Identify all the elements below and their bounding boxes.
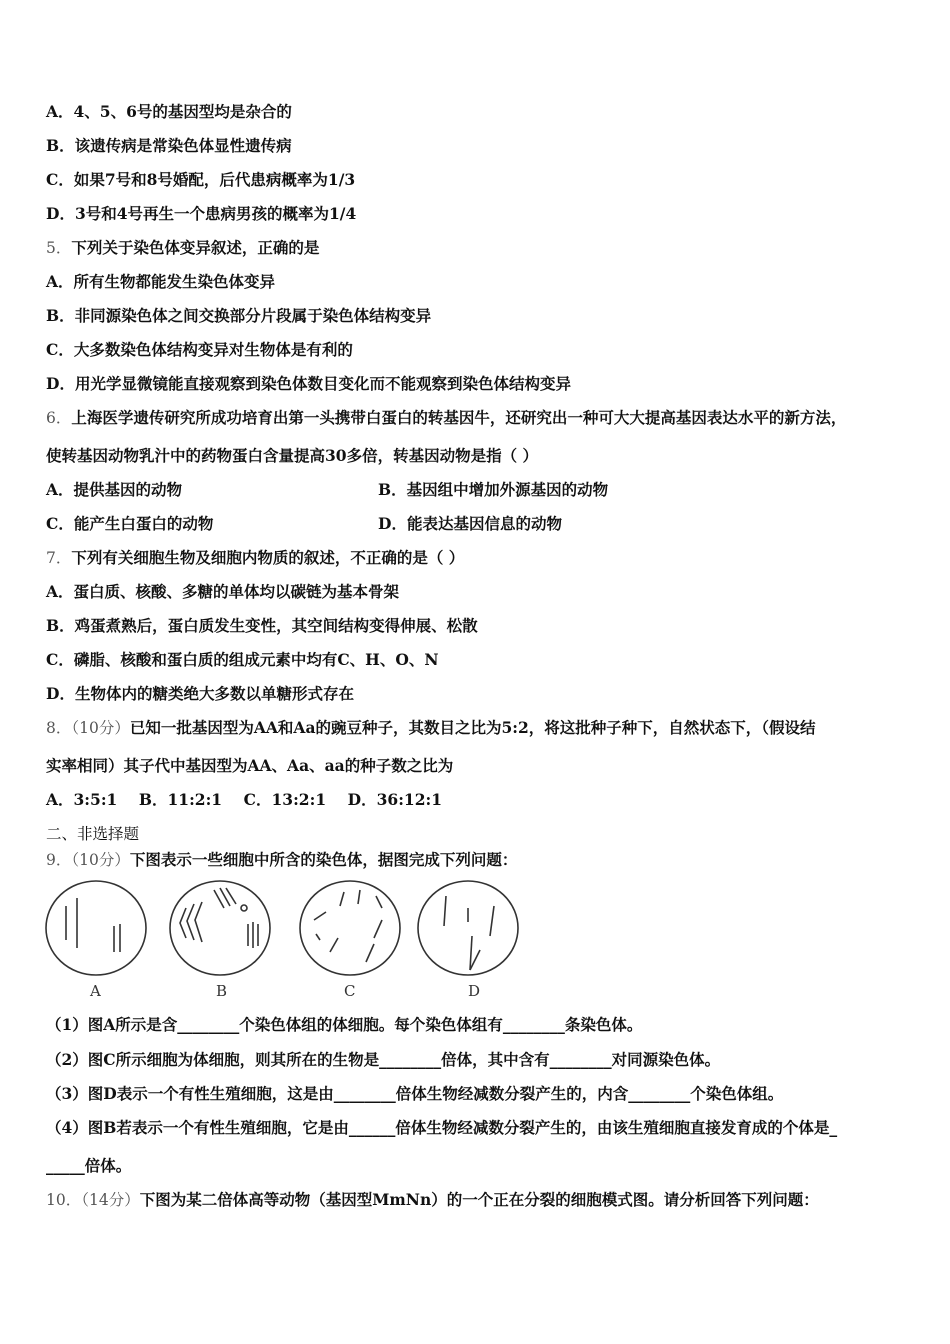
q5-number: 5． [46,239,72,257]
q8-options: A．3:5:1 B．11:2:1 C．13:2:1 D．36:12:1 [46,790,442,809]
q10-number: 10． [46,1191,82,1209]
q4-option-a: A．4、5、6号的基因型均是杂合的 [46,102,292,121]
q9-sub-2: （2）图C所示细胞为体细胞，则其所在的生物是________倍体，其中含有________对同源染色体。 [46,1050,721,1069]
q6-option-b: B．基因组中增加外源基因的动物 [378,480,609,499]
q5-option-b: B．非同源染色体之间交换部分片段属于染色体结构变异 [46,306,432,325]
cell-c [300,881,400,975]
q6-option-d: D．能表达基因信息的动物 [378,514,562,533]
q8-number: 8． [46,719,72,737]
q6-option-c: C．能产生白蛋白的动物 [46,514,214,533]
figure-label-a: A [90,982,101,1000]
q6-number: 6． [46,409,72,427]
q4-option-b: B．该遗传病是常染色体显性遗传病 [46,136,292,155]
cell-b [170,881,270,975]
q10-score: （14分） [81,1191,140,1209]
q9-number: 9． [46,851,72,869]
q8-score: （10分） [71,719,130,737]
q9-sub-1: （1）图A所示是含________个染色体组的体细胞。每个染色体组有________条染色体。 [46,1015,643,1034]
cell-a [46,881,146,975]
q9-sub-4: （4）图B若表示一个有性生殖细胞，它是由______倍体生物经减数分裂产生的，由该生殖细胞直接发育成的个体是_ [46,1118,838,1137]
q6-option-a: A．提供基因的动物 [46,480,183,499]
q8-stem-line1 [46,718,816,738]
q5-option-d: D．用光学显微镜能直接观察到染色体数目变化而不能观察到染色体结构变异 [46,374,571,393]
q8-stem-text: 已知一批基因型为AA和Aa的豌豆种子，其数目之比为5:2，将这批种子种下，自然状态下，（假设结 [129,718,816,737]
figure-label-d: D [468,982,481,1000]
q7-option-d: D．生物体内的糖类绝大多数以单糖形式存在 [46,684,354,703]
q7-number: 7． [46,549,72,567]
q5-option-c: C．大多数染色体结构变异对生物体是有利的 [46,340,353,359]
q9-stem-text: 下图表示一些细胞中所含的染色体，据图完成下列问题： [129,850,518,869]
q9-sub-3: （3）图D表示一个有性生殖细胞，这是由________倍体生物经减数分裂产生的，内含________个染色体组。 [46,1084,784,1103]
cell-d [418,881,518,975]
q7-stem [46,548,464,568]
q6-options-row1 [46,480,906,500]
q7-stem-text: 下列有关细胞生物及细胞内物质的叙述，不正确的是（ ） [71,548,465,567]
q5-option-a: A．所有生物都能发生染色体变异 [46,272,276,291]
q7-option-b: B．鸡蛋煮熟后，蛋白质发生变性，其空间结构变得伸展、松散 [46,616,478,635]
q6-stem-line1 [46,408,846,428]
section-title: 二、非选择题 [46,825,140,843]
figure-label-c: C [344,982,356,1000]
q9-sub-4-cont: _____倍体。 [46,1156,132,1175]
q9-score: （10分） [71,851,130,869]
q10-stem [46,1190,819,1210]
q4-option-c: C．如果7号和8号婚配，后代患病概率为1/3 [46,170,356,189]
chromosome-figures [44,878,524,1003]
q4-option-d: D．3号和4号再生一个患病男孩的概率为1/4 [46,204,357,223]
q5-stem-text: 下列关于染色体变异叙述，正确的是 [71,238,320,257]
q6-stem-line2: 使转基因动物乳汁中的药物蛋白含量提高30多倍，转基因动物是指（ ） [46,446,538,465]
chromosome-diagram [44,878,524,982]
q9-stem [46,850,517,870]
figure-label-b: B [216,982,228,1000]
q6-stem-text: 上海医学遗传研究所成功培育出第一头携带白蛋白的转基因牛，还研究出一种可大大提高基因表达水平的新方法， [71,408,847,427]
q8-stem-line2: 实率相同）其子代中基因型为AA、Aa、aa的种子数之比为 [46,756,454,775]
q10-stem-text: 下图为某二倍体高等动物（基因型MmNn）的一个正在分裂的细胞模式图。请分析回答下列问题： [139,1190,819,1209]
q7-option-a: A．蛋白质、核酸、多糖的单体均以碳链为基本骨架 [46,582,400,601]
q7-option-c: C．磷脂、核酸和蛋白质的组成元素中均有C、H、O、N [46,650,439,669]
q6-options-row2 [46,514,906,534]
q5-stem [46,238,319,258]
